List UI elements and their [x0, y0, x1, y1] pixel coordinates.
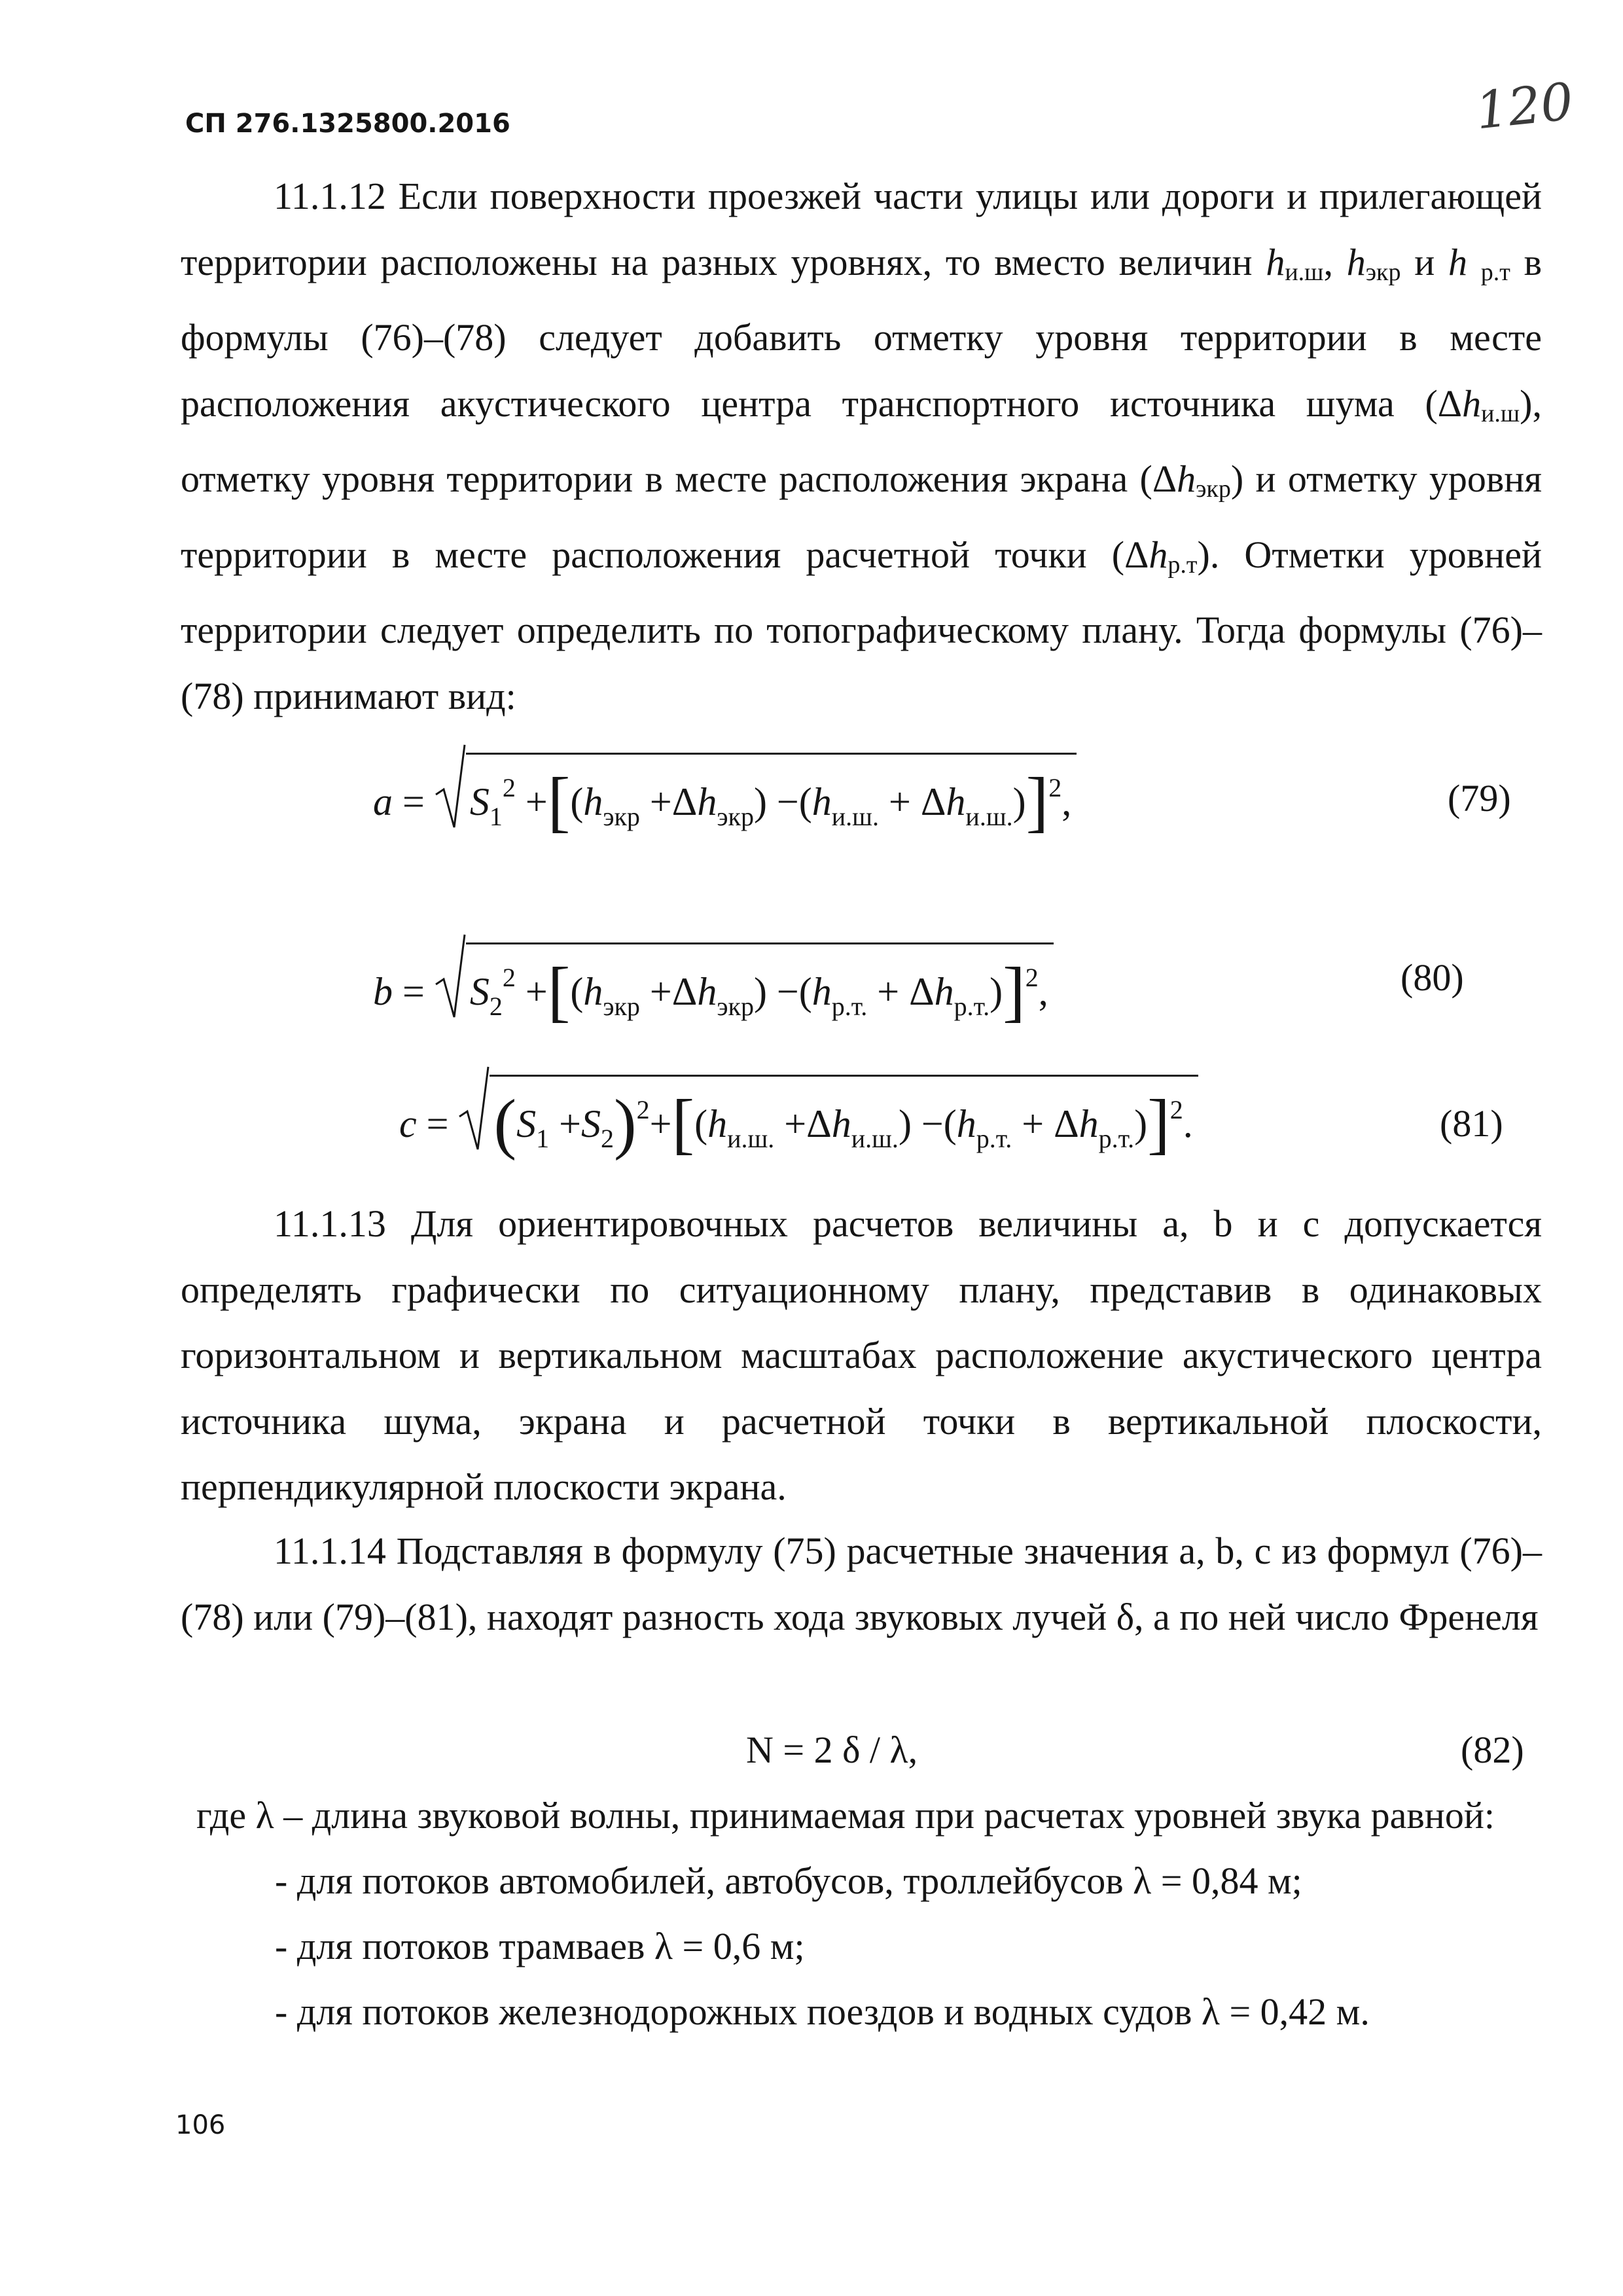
- handwritten-page-number: 120: [1472, 72, 1577, 141]
- paragraph-11-1-12: 11.1.12 Если поверхности проезжей части улицы или дороги и прилегающей территории расположены на разных уровнях, то вместо величин $h_{и.ш}$, $h_{экр}$ и h $_{р.т}$ в формулы (76)–(78) следует добавить отметку уровня территории в месте расположения акустического центра транспортного источника шума $(\Delta h_{и.ш})$, отметку уровня территории в месте расположения экрана $(\Delta h_{экр})$ и отметку уровня территории в месте расположения расчетной точки $(\Delta h_{р.т})$. Отметки уровней территории следует определить по топографическому плану. Тогда формулы (76)–(78) принимают вид:: [181, 175, 1543, 717]
- formula-82: N = 2 δ / λ,: [746, 1729, 918, 1771]
- list-item: - для потоков трамваев λ = 0,6 м;: [275, 1925, 805, 1967]
- formula-79: a = $S_1^2 +[(h_{экр} +\Delta h_{экр}) -(h_{и.ш.} + \Delta h_{и.ш.})]^2$,: [373, 753, 1077, 840]
- paragraph-11-1-14: 11.1.14 Подставляя в формулу (75) расчетные значения a, b, c из формул (76)–(78) или (79)–(81), находят разность хода звуковых лучей δ, а по ней число Френеля: [181, 1530, 1542, 1638]
- equation-number-81: (81): [1440, 1102, 1503, 1145]
- formula-81: c = $(S_1 +S_2)^2+[(h_{и.ш.} +\Delta h_{и.ш.}) -(h_{р.т.} + \Delta h_{р.т.})]^2$.: [399, 1075, 1198, 1162]
- sqrt-sign-icon: [435, 744, 466, 829]
- sqrt-sign-icon: [435, 933, 466, 1018]
- sqrt-sign-icon: [458, 1066, 490, 1151]
- equation-number-82: (82): [1461, 1729, 1524, 1771]
- list-item: - для потоков железнодорожных поездов и водных судов λ = 0,42 м.: [275, 1990, 1370, 2033]
- equation-number-80: (80): [1400, 956, 1464, 999]
- document-code: СП 276.1325800.2016: [185, 109, 510, 139]
- equation-number-79: (79): [1448, 777, 1511, 819]
- page-number: 106: [175, 2110, 226, 2140]
- paragraph-11-1-13: 11.1.13 Для ориентировочных расчетов величины a, b и c допускается определять графически по ситуационному плану, представив в одинаковых горизонтальном и вертикальном масштабах расположение акустического центра источника шума, экрана и расчетной точки в вертикальной плоскости, перпендикулярной плоскости экрана.: [181, 1202, 1542, 1508]
- formula-80: b = $S_2^2 +[(h_{экр} +\Delta h_{экр}) -(h_{р.т.} + \Delta h_{р.т.})]^2$,: [373, 942, 1054, 1030]
- list-item: - для потоков автомобилей, автобусов, троллейбусов λ = 0,84 м;: [275, 1859, 1302, 1902]
- lambda-definition: где λ – длина звуковой волны, принимаемая при расчетах уровней звука равной:: [196, 1794, 1495, 1837]
